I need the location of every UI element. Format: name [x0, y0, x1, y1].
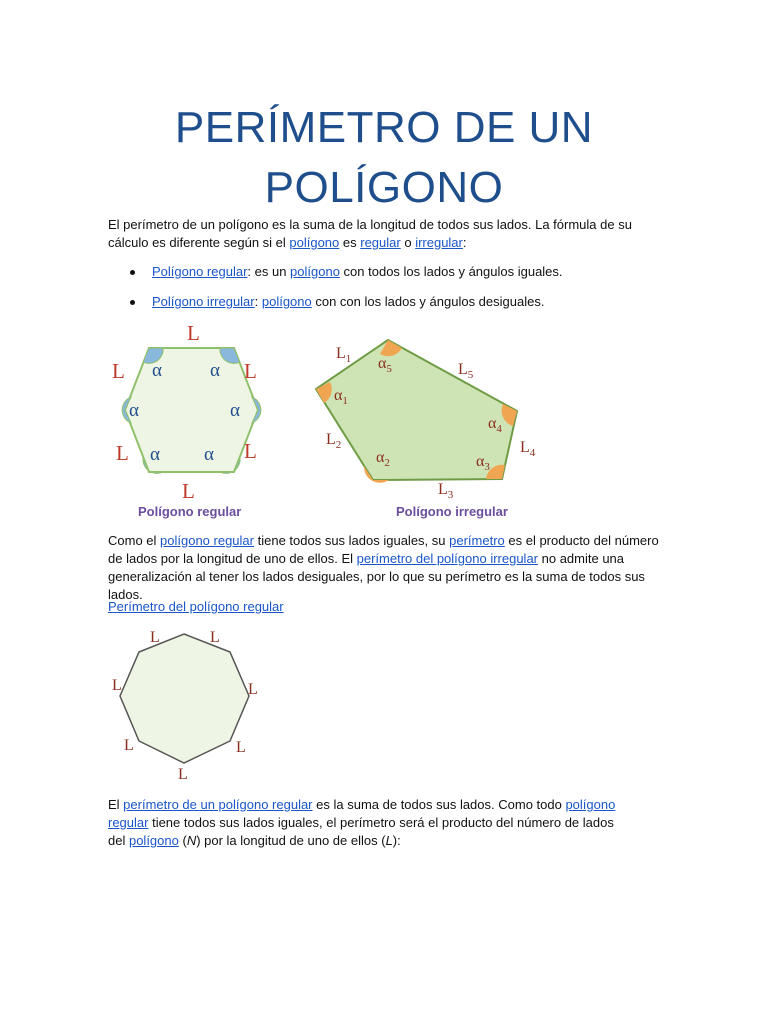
- side-label-L: L: [248, 681, 258, 698]
- para3-text-4: (: [178, 833, 187, 848]
- list-item-text: con todos los lados y ángulos iguales.: [339, 264, 563, 279]
- side-label-L: L: [244, 359, 257, 383]
- link-poligono-regular[interactable]: polígono regular: [160, 533, 254, 548]
- para2-text-1: Como el: [108, 533, 161, 548]
- side-label-L: L: [150, 629, 160, 646]
- pentagon-angle-label-a2: $\alpha_2$: [376, 449, 390, 469]
- side-label-L: L: [210, 629, 220, 646]
- explanation-paragraph: [108, 532, 668, 604]
- link-regular[interactable]: regular: [360, 235, 401, 250]
- link-poligono[interactable]: polígono: [128, 833, 179, 848]
- link-perimetro[interactable]: perímetro: [449, 533, 505, 548]
- para2-text-3: es el producto del número de lados por la longitud de uno de ellos. El: [108, 533, 659, 566]
- side-label-L: L: [244, 439, 257, 463]
- pentagon-angle-label-a4: $\alpha_4$: [488, 415, 502, 435]
- list-item-text: con con los lados y ángulos desiguales.: [311, 294, 545, 309]
- bullet-list: [108, 263, 563, 311]
- polygon-comparison-figure: [100, 318, 560, 524]
- variable-n: N: [186, 833, 197, 848]
- irregular-pentagon-diagram: [316, 340, 536, 519]
- side-label-L: L: [236, 739, 246, 756]
- para2-text-2: tiene todos sus lados iguales, su: [254, 533, 450, 548]
- intro-text-2: es: [339, 235, 361, 250]
- link-poligono[interactable]: polígono: [289, 235, 340, 250]
- pentagon-side-label-L3: $L_3$: [438, 481, 454, 501]
- side-label-L: L: [182, 479, 195, 503]
- link-poligono-regular[interactable]: Polígono regular: [152, 264, 248, 279]
- regular-hexagon-diagram: [112, 321, 261, 519]
- list-item-text: :: [254, 294, 262, 309]
- list-item: [108, 263, 563, 281]
- section-link-perimetro-regular[interactable]: Perímetro del polígono regular: [108, 599, 284, 614]
- page-title-line-2: POLÍGONO: [264, 163, 504, 212]
- side-label-L: L: [116, 441, 129, 465]
- pentagon-angle-label-a3: $\alpha_3$: [476, 453, 490, 473]
- angle-label-alpha: α: [129, 400, 139, 421]
- pentagon-caption: Polígono irregular: [396, 504, 508, 519]
- angle-label-alpha: α: [204, 444, 214, 465]
- intro-text-3: o: [400, 235, 416, 250]
- intro-text-4: :: [462, 235, 467, 250]
- link-poligono[interactable]: polígono: [290, 264, 340, 279]
- pentagon-side-label-L2: $L_2$: [326, 431, 342, 451]
- intro-paragraph: [108, 216, 668, 252]
- bullet-icon: [130, 270, 135, 275]
- list-item: [108, 293, 563, 311]
- link-poligono-irregular[interactable]: Polígono irregular: [152, 294, 255, 309]
- link-poligono[interactable]: polígono: [261, 294, 312, 309]
- link-irregular[interactable]: irregular: [415, 235, 463, 250]
- para3-text-3: tiene todos sus lados iguales, el perímetro será el producto del número de lados del: [108, 815, 614, 848]
- angle-label-alpha: α: [210, 360, 220, 381]
- angle-label-alpha: α: [152, 360, 162, 381]
- heptagon-shape: [120, 634, 249, 763]
- hexagon-caption: Polígono regular: [138, 504, 242, 519]
- side-label-L: L: [112, 359, 125, 383]
- pentagon-angle-label-a1: $\alpha_1$: [334, 387, 348, 407]
- para3-text-2: es la suma de todos sus lados. Como todo: [312, 797, 566, 812]
- para3-text-5: ) por la longitud de uno de ellos (: [196, 833, 386, 848]
- para3-text-6: ):: [392, 833, 401, 848]
- link-poligono-regular[interactable]: polígono regular: [108, 797, 616, 830]
- angle-label-alpha: α: [150, 444, 160, 465]
- pentagon-side-label-L1: $L_1$: [336, 345, 352, 365]
- list-item-text: : es un: [247, 264, 291, 279]
- formula-paragraph: [108, 796, 618, 850]
- para2-text-4: no admite una generalización al tener los lados desiguales, por lo que su perímetro es la suma de todos sus lados.: [108, 551, 645, 602]
- variable-l: L: [385, 833, 393, 848]
- heptagon-figure: [104, 622, 274, 784]
- side-label-L: L: [178, 766, 188, 783]
- bullet-icon: [130, 300, 135, 305]
- intro-text-1: El perímetro de un polígono es la suma de la longitud de todos sus lados. La fórmula de su cálculo es diferente según si el: [108, 217, 632, 250]
- pentagon-angle-label-a5: $\alpha_5$: [378, 355, 392, 375]
- link-perimetro-poligono-irregular[interactable]: perímetro del polígono irregular: [356, 551, 539, 566]
- page-title-line-1: PERÍMETRO DE UN: [174, 103, 594, 152]
- pentagon-side-label-L4: $L_4$: [520, 439, 536, 459]
- link-perimetro-poligono-regular[interactable]: perímetro de un polígono regular: [123, 797, 313, 812]
- side-label-L: L: [187, 321, 200, 345]
- angle-label-alpha: α: [230, 400, 240, 421]
- side-label-L: L: [124, 737, 134, 754]
- side-label-L: L: [112, 677, 122, 694]
- para3-text-1: El: [108, 797, 124, 812]
- pentagon-side-label-L5: $L_5$: [458, 361, 474, 381]
